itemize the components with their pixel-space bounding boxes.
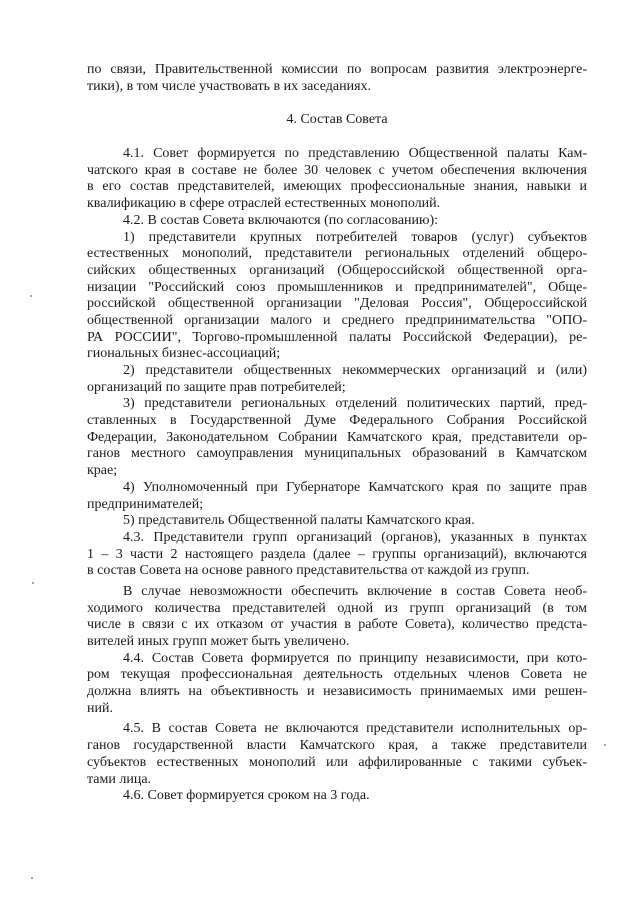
scan-speck [31, 877, 33, 879]
text-line: 2) представители общественных некоммерческих организаций и (или) [123, 363, 587, 378]
text-line: квалификацию в сфере отраслей естественных монополий. [87, 196, 441, 212]
list-item-3 [87, 396, 587, 479]
text-line: 1) представители крупных потребителей товаров (услуг) субъектов [123, 229, 587, 245]
text-line: низации "Российский союз промышленников и предпринимателей", Обще- [87, 279, 587, 295]
text-line: 4.1. Совет формируется по представлению Общественной палаты Кам- [123, 146, 587, 162]
paragraph-4-1 [87, 146, 587, 213]
list-item-5 [87, 513, 587, 530]
text-line: 4.6. Совет формируется сроком на 3 года. [123, 788, 370, 804]
list-item-4 [87, 480, 587, 513]
paragraph-4-3 [87, 530, 587, 580]
text-line: сийских общественных организаций (Общероссийской общественной орга- [87, 262, 587, 278]
scan-speck [604, 744, 606, 746]
text-line: ганов местного самоуправления муниципальных образований в Камчатском [87, 446, 587, 462]
list-item-2 [87, 363, 587, 396]
text-line: предпринимателей; [87, 496, 204, 512]
paragraph-4-5 [87, 721, 587, 788]
text-line: 4.2. В состав Совета включаются (по согласованию): [123, 212, 439, 228]
text-line: организаций по защите прав потребителей; [87, 379, 346, 395]
text-line: 4.4. Состав Совета формируется по принципу независимости, при кото- [123, 650, 587, 666]
text-line: естественных монополий, представители региональных отделений общеро- [87, 246, 587, 262]
scan-speck [30, 295, 32, 297]
text-line: ром текущая профессиональная деятельность отдельных членов Совета не [87, 667, 587, 683]
document-body [87, 62, 587, 805]
text-line: в его состав представителей, имеющих профессиональные знания, навыки и [87, 179, 587, 195]
text-line: по связи, Правительственной комиссии по вопросам развития электроэнерге- [87, 62, 587, 77]
text-line: общественной организации малого и среднего предпринимательства "ОПО- [87, 312, 587, 328]
text-line: ний. [87, 700, 113, 716]
text-line: должна влиять на объективность и независимость принимаемых ими решен- [87, 684, 587, 700]
text-line: 5) представитель Общественной палаты Камчатского края. [123, 513, 475, 529]
text-line: российской общественной организации "Деловая Россия", Общероссийской [87, 296, 587, 312]
text-line: Федерации, Законодательном Собрании Камчатского края, представители ор- [87, 429, 587, 445]
section-title: 4. Состав Совета [286, 112, 388, 128]
text-line: крае; [87, 463, 118, 479]
text-line: тами лица. [87, 771, 152, 787]
text-line: в состав Совета на основе равного представительства от каждой из групп. [87, 563, 530, 579]
text-line: тики), в том числе участвовать в их заседаниях. [87, 78, 372, 94]
text-line: гиональных бизнес-ассоциаций; [87, 346, 281, 362]
text-line: ставленных в Государственной Думе Федерального Собрания Российской [87, 413, 587, 429]
text-line: РА РОССИИ", Торгово-промышленной палаты Российской Федерации), ре- [87, 329, 587, 345]
text-line: ходимого количества представителей одной из групп организаций (в том [87, 600, 587, 616]
text-line: 4) Уполномоченный при Губернаторе Камчатского края по защите прав [123, 479, 587, 495]
text-line: 4.5. В состав Совета не включаются представители исполнительных ор- [123, 721, 587, 737]
text-line: чатского края в составе не более 30 человек с учетом обеспечения включения [87, 162, 587, 178]
paragraph-4-2 [87, 213, 587, 230]
paragraph-4-4 [87, 651, 587, 718]
text-line: 1 – 3 части 2 настоящего раздела (далее – группы организаций), включаются [87, 546, 587, 562]
text-line: числе в связи с их отказом от участия в работе Совета), количество предста- [87, 617, 587, 633]
text-line: В случае невозможности обеспечить включение в состав Совета необ- [123, 583, 587, 599]
text-line: вителей иных групп может быть увеличено. [87, 634, 350, 649]
scan-speck [32, 582, 34, 584]
text-line: 4.3. Представители групп организаций (органов), указанных в пунктах [123, 529, 587, 545]
paragraph-4-6 [87, 788, 587, 805]
text-line: ганов государственной власти Камчатского края, а также представители [87, 738, 587, 754]
list-item-1 [87, 230, 587, 364]
paragraph-4-3-continued [87, 584, 587, 651]
text-line: субъектов естественных монополий или аффилированные с такими субъек- [87, 754, 587, 770]
paragraph-intro [87, 62, 587, 95]
text-line: 3) представители региональных отделений политических партий, пред- [123, 396, 587, 412]
